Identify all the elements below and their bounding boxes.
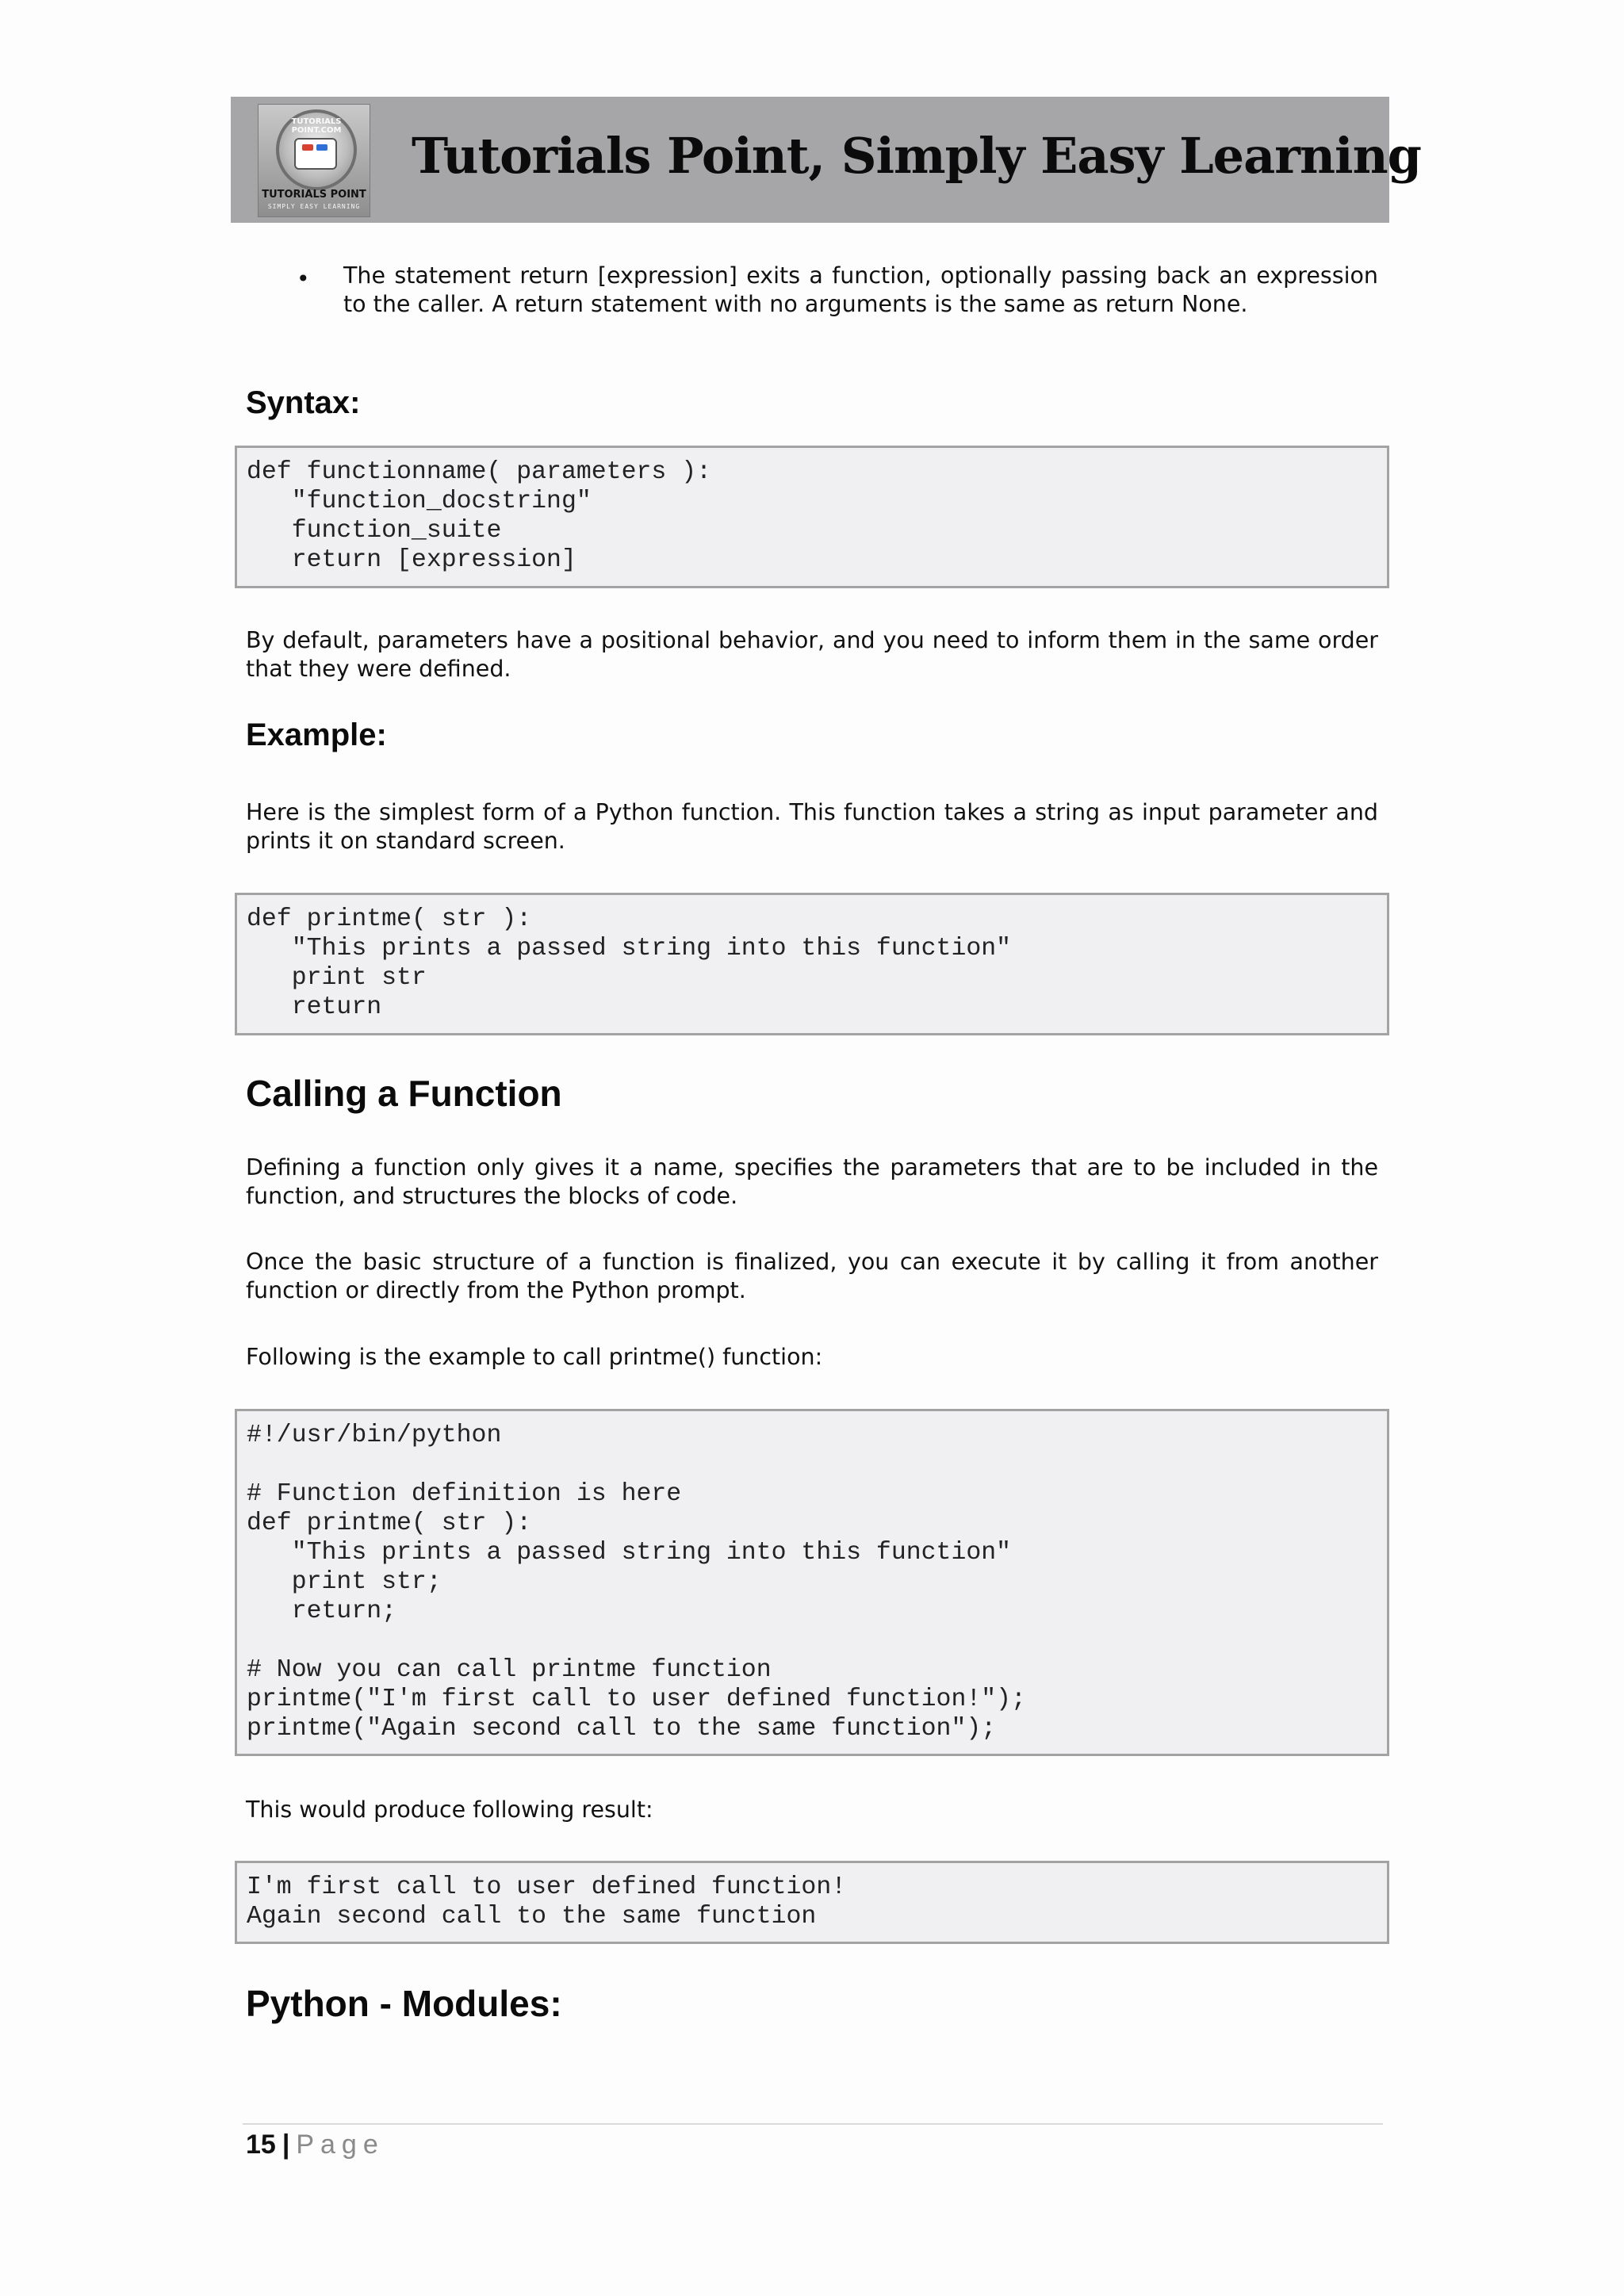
calling-paragraph-3: Following is the example to call printme() function: [246,1344,823,1370]
calling-paragraph-2: Once the basic structure of a function is finalized, you can execute it by calling it from another function or directly from the Python prompt. [246,1249,1378,1303]
result-paragraph: This would produce following result: [246,1797,653,1823]
calling-code-block: #!/usr/bin/python # Function definition is here def printme( str ): "This prints a passed string into this function" print str; return; # Now you can call printme function printme("I'm first call to user defined function!"); printme("Again second call to the same function"); [235,1409,1389,1756]
example-heading: Example: [246,718,387,752]
logo-ring-text: TUTORIALS POINT.COM [291,117,342,135]
page-label: Page [296,2130,385,2160]
modules-heading: Python - Modules: [246,1983,562,2024]
default-paragraph: By default, parameters have a positional behavior, and you need to inform them in the same order that they were defined. [246,627,1378,682]
footer-divider [243,2123,1383,2125]
calling-heading: Calling a Function [246,1073,562,1114]
bullet-text: The statement return [expression] exits a function, optionally passing back an expression to the caller. A return statement with no arguments is the same as return None. [343,262,1378,317]
tutorialspoint-logo [258,104,370,217]
header-title: Tutorials Point, Simply Easy Learning [412,127,1422,185]
calling-paragraph-1: Defining a function only gives it a name, specifies the parameters that are to be included in the function, and structures the blocks of code. [246,1154,1378,1209]
syntax-code-block: def functionname( parameters ): "function_docstring" function_suite return [expression] [235,446,1389,588]
page-number: 15 [246,2130,276,2160]
page-footer [246,2130,385,2160]
page-header [231,97,1422,223]
logo-tagline: SIMPLY EASY LEARNING [267,203,361,210]
book-icon [294,138,337,170]
example-code-block: def printme( str ): "This prints a passed string into this function" print str return [235,893,1389,1035]
footer-separator: | [282,2130,290,2160]
syntax-heading: Syntax: [246,385,361,420]
bullet-icon: • [297,266,310,292]
logo-name: TUTORIALS POINT [262,189,366,201]
result-output-block: I'm first call to user defined function! Again second call to the same function [235,1861,1389,1944]
example-paragraph: Here is the simplest form of a Python function. This function takes a string as input parameter and prints it on standard screen. [246,799,1378,854]
